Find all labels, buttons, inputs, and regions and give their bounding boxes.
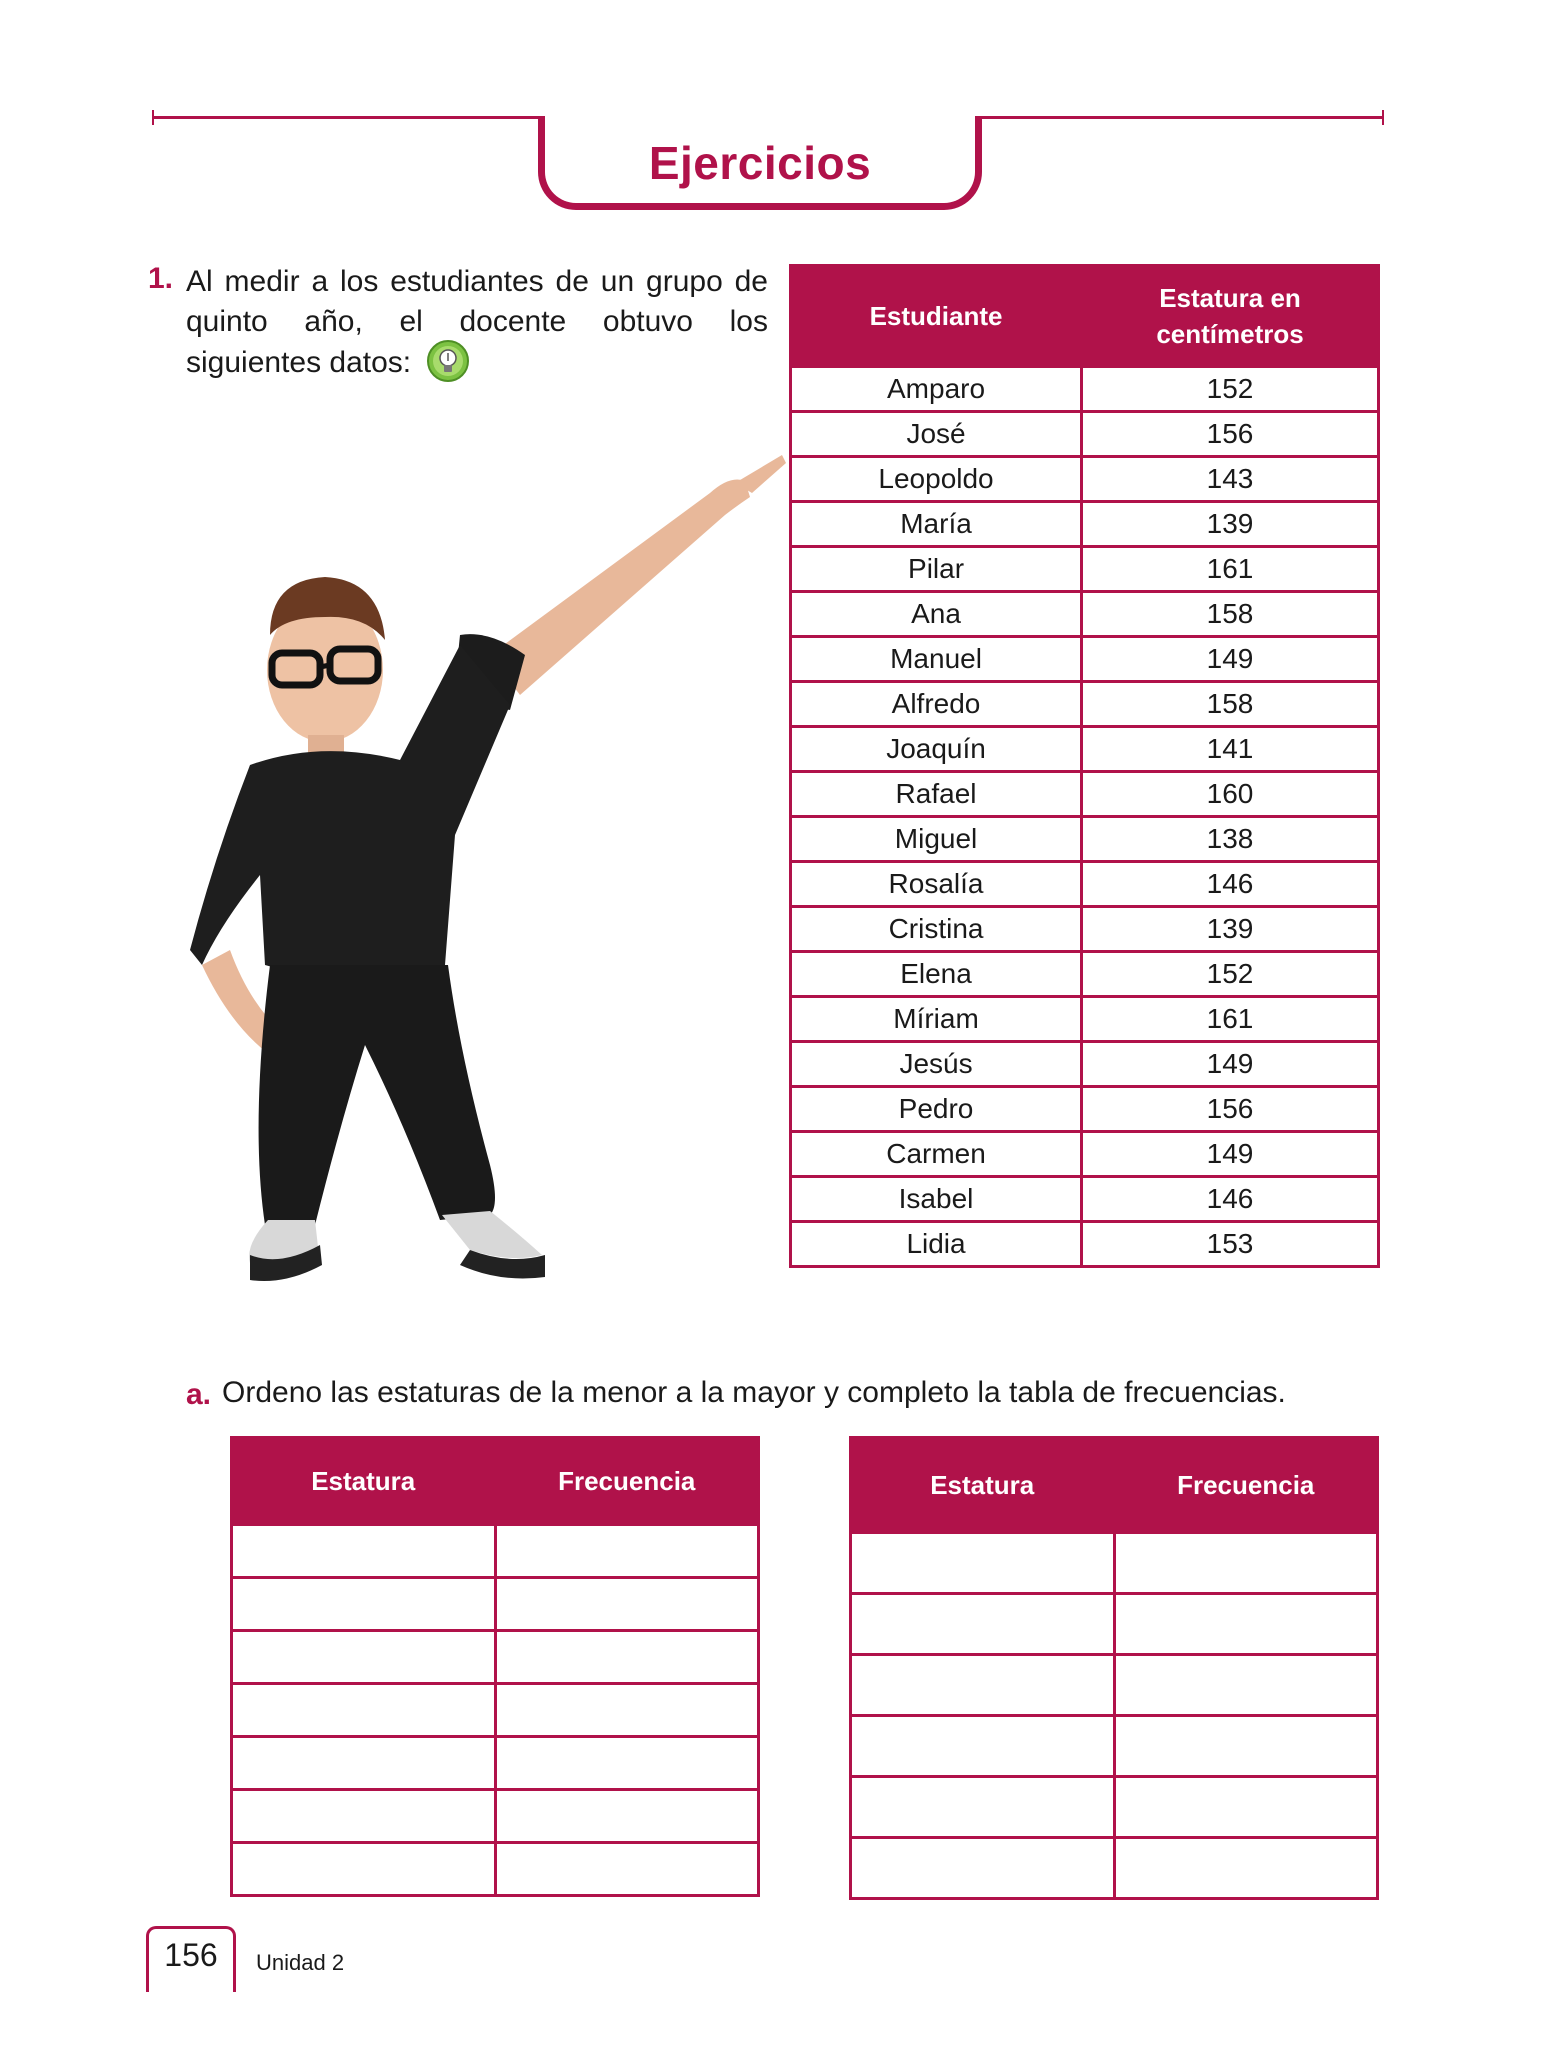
table-row: [791, 547, 1379, 592]
estatura-cell[interactable]: [232, 1737, 496, 1790]
frequency-row: [232, 1843, 759, 1896]
student-name-cell: Lidia: [791, 1222, 1082, 1267]
title-box: [538, 116, 982, 210]
frecuencia-cell[interactable]: [495, 1737, 759, 1790]
student-name-cell: Isabel: [791, 1177, 1082, 1222]
table-row: [791, 502, 1379, 547]
frequency-table-right: [849, 1436, 1379, 1900]
sub-exercise-text: Ordeno las estaturas de la menor a la mayor y completo la tabla de frecuencias.: [222, 1376, 1286, 1409]
table-row: [791, 592, 1379, 637]
frequency-row: [232, 1525, 759, 1578]
student-name-cell: Alfredo: [791, 682, 1082, 727]
estatura-cell[interactable]: [232, 1684, 496, 1737]
height-value-cell: 152: [1082, 952, 1379, 997]
student-name-cell: Jesús: [791, 1042, 1082, 1087]
frequency-row: [232, 1737, 759, 1790]
frequency-row: [851, 1716, 1378, 1777]
column-header-frecuencia: Frecuencia: [1114, 1438, 1378, 1533]
estatura-cell[interactable]: [851, 1716, 1115, 1777]
frequency-row: [232, 1631, 759, 1684]
estatura-cell[interactable]: [851, 1655, 1115, 1716]
table-row: [791, 637, 1379, 682]
frequency-row: [232, 1578, 759, 1631]
student-name-cell: Míriam: [791, 997, 1082, 1042]
height-value-cell: 143: [1082, 457, 1379, 502]
column-header-estatura: Estatura: [851, 1438, 1115, 1533]
frequency-row: [851, 1594, 1378, 1655]
heights-table: [789, 264, 1380, 1268]
frecuencia-cell[interactable]: [495, 1790, 759, 1843]
estatura-cell[interactable]: [851, 1533, 1115, 1594]
lightbulb-icon: [426, 339, 470, 383]
frequency-table-left: [230, 1436, 760, 1897]
frecuencia-cell[interactable]: [495, 1525, 759, 1578]
height-value-cell: 153: [1082, 1222, 1379, 1267]
frecuencia-cell[interactable]: [495, 1843, 759, 1896]
estatura-cell[interactable]: [232, 1525, 496, 1578]
estatura-cell[interactable]: [232, 1631, 496, 1684]
frecuencia-cell[interactable]: [1114, 1716, 1378, 1777]
table-row: [791, 1087, 1379, 1132]
frecuencia-cell[interactable]: [1114, 1594, 1378, 1655]
frequency-row: [851, 1838, 1378, 1899]
student-name-cell: Leopoldo: [791, 457, 1082, 502]
height-value-cell: 160: [1082, 772, 1379, 817]
page-number-tab: [146, 1926, 236, 1992]
height-value-cell: 161: [1082, 997, 1379, 1042]
student-name-cell: Joaquín: [791, 727, 1082, 772]
column-header-frecuencia: Frecuencia: [495, 1438, 759, 1525]
height-value-cell: 156: [1082, 1087, 1379, 1132]
estatura-cell[interactable]: [232, 1790, 496, 1843]
height-value-cell: 152: [1082, 367, 1379, 412]
page-number: 156: [164, 1937, 218, 1973]
estatura-cell[interactable]: [851, 1594, 1115, 1655]
student-name-cell: José: [791, 412, 1082, 457]
student-name-cell: Miguel: [791, 817, 1082, 862]
frecuencia-cell[interactable]: [1114, 1838, 1378, 1899]
column-header-student: Estudiante: [791, 266, 1082, 367]
student-name-cell: Rafael: [791, 772, 1082, 817]
table-row: [791, 682, 1379, 727]
page-title: Ejercicios: [648, 137, 872, 189]
student-name-cell: Amparo: [791, 367, 1082, 412]
student-name-cell: Cristina: [791, 907, 1082, 952]
table-row: [791, 862, 1379, 907]
frecuencia-cell[interactable]: [495, 1578, 759, 1631]
frequency-row: [851, 1655, 1378, 1716]
height-value-cell: 141: [1082, 727, 1379, 772]
sub-exercise-label: a.: [186, 1378, 212, 1411]
estatura-cell[interactable]: [232, 1578, 496, 1631]
frequency-row: [851, 1777, 1378, 1838]
student-name-cell: Ana: [791, 592, 1082, 637]
estatura-cell[interactable]: [232, 1843, 496, 1896]
exercise-number: 1.: [148, 262, 174, 295]
student-name-cell: Rosalía: [791, 862, 1082, 907]
table-row: [791, 1177, 1379, 1222]
frecuencia-cell[interactable]: [1114, 1777, 1378, 1838]
student-name-cell: Manuel: [791, 637, 1082, 682]
frecuencia-cell[interactable]: [495, 1684, 759, 1737]
table-row: [791, 412, 1379, 457]
height-value-cell: 156: [1082, 412, 1379, 457]
student-pointing-image: [190, 405, 790, 1325]
frequency-row: [851, 1533, 1378, 1594]
height-value-cell: 149: [1082, 1132, 1379, 1177]
height-value-cell: 161: [1082, 547, 1379, 592]
frecuencia-cell[interactable]: [495, 1631, 759, 1684]
estatura-cell[interactable]: [851, 1777, 1115, 1838]
column-header-height: Estatura en centímetros: [1082, 266, 1379, 367]
table-row: [791, 727, 1379, 772]
frequency-row: [232, 1684, 759, 1737]
frecuencia-cell[interactable]: [1114, 1533, 1378, 1594]
student-name-cell: Carmen: [791, 1132, 1082, 1177]
table-row: [791, 772, 1379, 817]
table-row: [791, 1042, 1379, 1087]
table-row: [791, 457, 1379, 502]
height-value-cell: 139: [1082, 907, 1379, 952]
height-value-cell: 158: [1082, 592, 1379, 637]
height-value-cell: 149: [1082, 637, 1379, 682]
student-name-cell: Elena: [791, 952, 1082, 997]
height-value-cell: 149: [1082, 1042, 1379, 1087]
table-row: [791, 907, 1379, 952]
student-name-cell: Pilar: [791, 547, 1082, 592]
table-row: [791, 1132, 1379, 1177]
exercise-statement: Al medir a los estudiantes de un grupo de quinto año, el docente obtuvo los siguientes datos:: [186, 265, 768, 379]
height-value-cell: 139: [1082, 502, 1379, 547]
table-row: [791, 1222, 1379, 1267]
unit-label: Unidad 2: [256, 1950, 345, 1975]
table-row: [791, 997, 1379, 1042]
frequency-row: [232, 1790, 759, 1843]
student-name-cell: María: [791, 502, 1082, 547]
height-value-cell: 138: [1082, 817, 1379, 862]
frecuencia-cell[interactable]: [1114, 1655, 1378, 1716]
height-value-cell: 146: [1082, 1177, 1379, 1222]
student-name-cell: Pedro: [791, 1087, 1082, 1132]
exercise-text: [186, 262, 768, 386]
column-header-estatura: Estatura: [232, 1438, 496, 1525]
height-value-cell: 158: [1082, 682, 1379, 727]
estatura-cell[interactable]: [851, 1838, 1115, 1899]
height-value-cell: 146: [1082, 862, 1379, 907]
table-row: [791, 367, 1379, 412]
table-row: [791, 817, 1379, 862]
table-row: [791, 952, 1379, 997]
